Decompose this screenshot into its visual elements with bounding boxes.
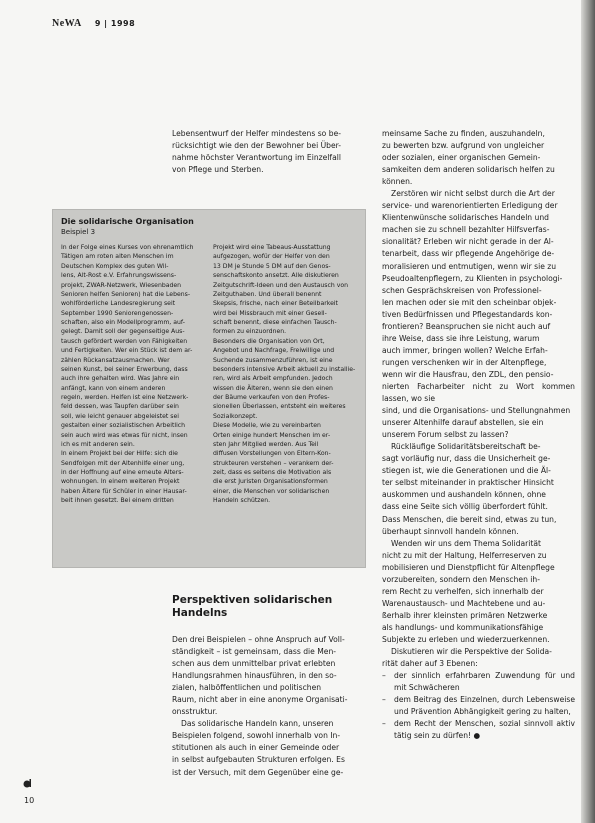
box-line: 13 DM je Stunde 5 DM auf den Genos- [213,262,331,270]
text-line: onsstruktur. [172,707,218,717]
box-line: soll, wie leicht genauer abgeleistet sei [61,412,179,420]
text-line: meinsame Sache zu finden, auszuhandeln, [382,129,545,138]
text-line: dass eine Seite sich völlig überfordert fühlt. [382,502,548,512]
box-line: Besonders die Organisation von Ort, [213,337,325,345]
box-line: sten Jahr Mitglied werden. Aus Teil [213,440,319,448]
page-corner-mark-icon [22,778,32,788]
text-line: ständigkeit – ist gemeinsam, dass die Men- [172,647,337,657]
box-line: senschaftskonto ansetzt. Alle diskutieren [213,272,339,280]
text-line: nierten Facharbeiter nicht zu Wort kommen lassen, wo sie [382,381,575,404]
page-number: 10 [24,796,35,805]
box-line: Suchende zusammenzuführen, ist eine [213,356,333,364]
text-line: Rückläufige Solidaritätsbereitschaft be- [391,442,541,452]
box-line: September 1990 Seniorengenossen- [61,309,174,317]
box-line: In einem Projekt bei der Hilfe: sich die [61,450,178,458]
example-sidebar-box [52,209,366,568]
text-line: ßerhalb ihrer kleinsten primären Netzwerke [382,610,548,620]
text-line: stitutionen als auch in einer Gemeinde oder [172,743,340,753]
box-line: wohlförderliche Landesregierung seit [61,300,176,308]
text-line: vorzubereiten, sondern den Menschen ih- [382,574,540,584]
text-line: schen Gesprächskreisen von Professionel- [382,285,542,295]
box-line: einer, die Menschen vor solidarischen [213,487,330,495]
text-line: tenarbeit, dass wir pflegende Angehörige de- [382,249,555,259]
box-line: Zeitgutschrift-Ideen und den Austausch von [213,281,348,289]
text-line: unserem Forum selbst zu lassen? [382,430,509,440]
text-line: unserer Altenhilfe darauf abstellen, sie ein [382,418,544,428]
text-line: auch immer, bringen wollen? Welche Erfah- [382,345,548,355]
box-line: Sozialkonzept. [213,412,258,420]
text-line: als handlungs- und kommunikationsfähige [382,622,544,632]
box-line: In der Folge eines Kurses von ehrenamtlich [61,244,194,251]
box-line: Projekt wird eine Tabeaus-Ausstattung [213,244,331,251]
perspective-list [382,670,575,742]
text-line: Dass Menschen, die bereit sind, etwas zu tun, [382,514,557,524]
text-line: Subjekte zu erleben und wiederzuerkennen. [382,634,550,644]
text-line: frontieren? Beanspruchen sie nicht auch auf [382,321,551,331]
box-line: Angebot und Nachfrage, Freiwillige und [213,347,335,355]
box-line: zeit, dass es seitens die Motivation als [213,469,332,476]
box-line: diffusen Vorstellungen von Eltern-Kon- [213,450,331,458]
box-line: beit ihnen gesetzt. Bei einem dritten [61,497,174,505]
text-line: tiven Bedürfnissen und Pflegestandards kon- [382,309,553,319]
text-line: Zerstören wir nicht selbst durch die Art der [391,189,555,199]
box-line: zählen Rückansatzausmachen. Wer [61,356,170,364]
box-line: gelegt. Damit soll der gegenseitige Aus- [61,328,185,336]
text-line: stiegen ist, wie die Generationen und die Äl- [382,466,551,476]
box-line: Deutschen Komplex des guten Wil- [61,262,169,270]
text-line: Raum, nicht aber in eine anonyme Organisati- [172,695,348,705]
box-line: feld dessen, was Taupfen darüber sein [61,403,179,411]
box-line: Handeln schützen. [213,497,271,505]
issue-number: 9 | 1998 [94,19,136,28]
left-column-top-text [172,128,360,176]
text-line: Wenden wir uns dem Thema Solidarität [391,538,542,548]
text-line: schen aus dem unmittelbar privat erlebten [172,659,336,669]
text-line: oder sozialen, einer organischen Gemein- [382,153,541,163]
text-line: Lebensentwurf der Helfer mindestens so be- [172,129,341,138]
text-line: samkeiten dem anderen solidarisch helfen zu [382,165,555,175]
right-column-text [382,128,575,742]
text-line: wenn wir die Hausfrau, den ZDL, den pensio- [382,369,554,379]
box-line: in der Hoffnung auf eine erneute Alters- [61,469,184,476]
text-line: zialen, halböffentlichen und politischen [172,683,322,693]
box-line: wissen die Älteren, wenn sie den einen [213,384,333,392]
text-line: Das solidarische Handeln kann, unseren [181,719,334,729]
box-line: Orten einige hundert Menschen im er- [213,431,331,439]
box-line: ich es mit anderen sein. [61,440,135,448]
text-line: Den drei Beispielen – ohne Anspruch auf Voll- [172,635,345,644]
box-column-left [61,243,206,506]
box-line: schaften, also ein Modellprogramm, auf- [61,319,185,326]
box-line: besonders intensive Arbeit aktuell zu installie- [213,365,356,373]
text-line: nicht zu mit der Haltung, Helferreserven zu [382,550,547,560]
section-heading-line: Handelns [172,607,228,619]
text-line: sionalität? Erleben wir nicht gerade in der Al- [382,237,554,247]
text-line: zu bewerten bzw. aufgrund von ungleicher [382,141,545,151]
page-header [52,18,135,29]
box-line: anfängt, kann von einem anderen [61,384,166,392]
section-heading-line: Perspektiven solidarischen [172,594,333,606]
left-column-bottom-text [172,634,360,779]
box-line: und Fertigkeiten. Wer ein Stück ist dem ar- [61,347,193,355]
box-line: wird bei Missbrauch mit einer Gesell- [213,309,327,317]
list-item: – dem Beitrag des Einzelnen, durch Lebensweise und Prävention Abhängigkeit gering zu halten, [382,694,575,718]
list-item: – der sinnlich erfahrbaren Zuwendung für und mit Schwächeren [382,670,575,694]
box-column-right [213,243,358,506]
box-title: Die solidarische Organisation [61,217,194,226]
box-line: ren, wird als Arbeit empfunden. Jedoch [213,375,333,383]
text-line: rungen verschenken wir in der Altenpflege, [382,357,547,367]
text-line: mobilisieren und Dienstpflicht für Altenpflege [382,562,555,572]
box-line: Sendfolgen mit der Altenhilfe einer ung, [61,459,185,467]
text-line: nahme höchster Verantwortung im Einzelfall [172,153,341,163]
box-line: aufgezogen, wofür der Helfer von den [213,253,330,261]
box-line: Zeitguthaben. Und überall benennt [213,290,322,298]
page-binding-shadow [581,0,595,823]
text-line: sind, und die Organisations- und Stellungnahmen [382,406,571,416]
text-line: len machen oder sie mit den scheinbar objek- [382,297,557,307]
box-subtitle: Beispiel 3 [61,228,96,236]
box-line: tausch gefördert werden von Fähigkeiten [61,337,188,345]
list-item: – dem Recht der Menschen, sozial sinnvoll aktiv tätig sein zu dürfen! ● [382,718,575,742]
box-line: regeln, werden. Helfen ist eine Netzwerk- [61,394,189,401]
box-line: gestalten einer sozialistischen Arbeitlich [61,422,186,430]
text-line: ihre Weise, dass sie ihre Leistung, warum [382,333,540,343]
box-line: auch ihre gehalten wird. Was Jahre ein [61,375,180,383]
text-line: ist der Versuch, mit dem Gegenüber eine ge- [172,767,344,777]
text-line: Handlungsrahmen hinausführen, in den so- [172,671,337,681]
text-line: rität daher auf 3 Ebenen: [382,659,478,669]
box-line: Senioren helfen Senioren) hat die Lebens- [61,290,191,298]
box-line: der Bäume verkaufen von den Profes- [213,394,330,401]
text-line: überhaupt sinnvoll handeln können. [382,526,519,536]
box-line: die erst Juristen Organisationsformen [213,478,328,486]
text-line: rem Recht zu verhelfen, sich innerhalb der [382,586,544,596]
section-heading [172,594,332,620]
box-line: formen zu einzuordnen. [213,328,287,336]
text-line: machen sie zu schnell bezahlter Hilfsverfas- [382,225,550,235]
text-line: Beispielen folgend, sowohl innerhalb von In- [172,731,341,741]
magazine-logo: NeWA [52,18,82,29]
text-line: können. [382,177,413,187]
text-line: Klientenwünsche solidarisches Handeln und [382,213,549,223]
text-line: Diskutieren wir die Perspektive der Solida- [391,647,552,657]
box-line: Tätigen am roten alten Menschen im [61,253,174,261]
box-line: wohnungen. In einem weiteren Projekt [61,478,180,486]
box-line: seinen Kunst, bei seiner Erwerbung, dass [61,365,188,373]
box-line: Skepsis, frische, nach einer Beteilbarkeit [213,300,338,308]
box-line: sionellen Überlassen, entsteht ein weiteres [213,403,346,411]
box-line: lens, Alt-Rost e.V. Erfahrungswissens- [61,272,177,280]
text-line: rücksichtigt wie den der Bewohner bei Über- [172,141,342,151]
text-line: auskommen und aushandeln können, ohne [382,490,546,500]
box-line: strukteuren verstehen – verankern der- [213,459,334,467]
text-line: ter selbst miteinander in praktischer Hinsicht [382,478,554,488]
box-line: sein auch wird was etwas für nicht, insen [61,431,188,439]
box-line: haben Ältere für Schüler in einer Hausar- [61,487,187,495]
box-line: Diese Modelle, wie zu vereinbarten [213,422,321,430]
text-line: Pseudoaltenpflegern, zu Klienten in psychologi- [382,273,563,283]
text-line: von Pflege und Sterben. [172,165,264,175]
text-line: Warenaustausch- und Machtebene und au- [382,598,546,608]
text-line: sagt vorläufig nur, dass die Unsicherheit ge- [382,454,551,464]
box-line: schaft benennt, diese einfachen Tausch- [213,319,337,326]
text-line: in selbst aufgebauten Strukturen erfolgen. Es [172,755,345,765]
box-line: projekt, ZWAR-Netzwerk, Wiesenbaden [61,281,182,289]
text-line: moralisieren und entmutigen, wenn wir sie zu [382,261,557,271]
text-line: service- und warenorientierten Erledigung der [382,201,558,211]
